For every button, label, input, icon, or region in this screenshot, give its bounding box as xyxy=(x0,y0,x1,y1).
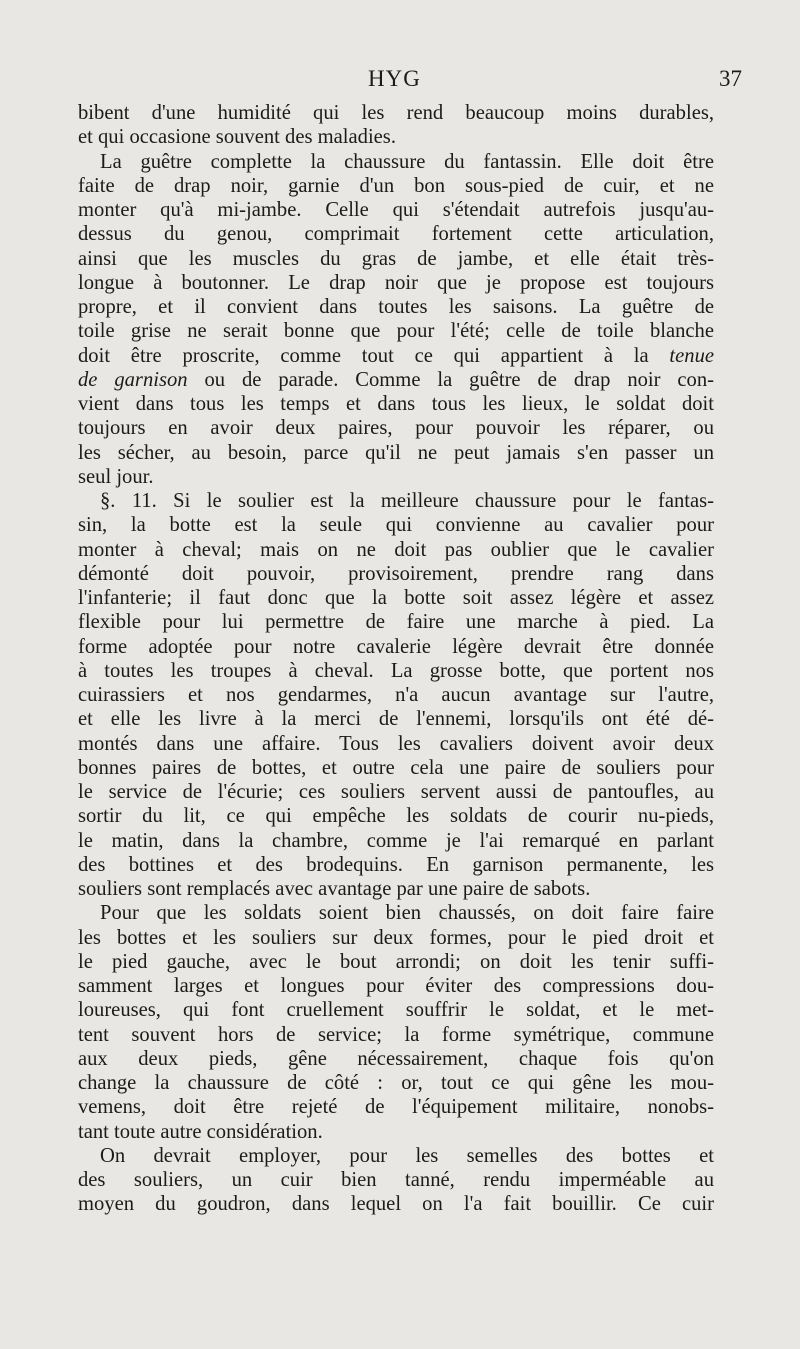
line-text: et qui occasione souvent des maladies. xyxy=(78,126,396,149)
text-line xyxy=(78,1047,714,1071)
text-line xyxy=(78,198,714,222)
text-line xyxy=(78,1023,714,1047)
line-text: aux deux pieds, gêne nécessairement, chaque fois qu'on xyxy=(78,1047,714,1070)
text-line xyxy=(78,1144,714,1168)
text-line xyxy=(78,1071,714,1095)
body-text xyxy=(78,101,714,1217)
line-text: bibent d'une humidité qui les rend beaucoup moins durables, xyxy=(78,102,714,124)
line-text: démonté doit pouvoir, provisoirement, prendre rang dans xyxy=(78,562,714,585)
text-line xyxy=(78,659,714,683)
line-text: toile grise ne serait bonne que pour l'été; celle de toile blanche xyxy=(78,320,714,343)
line-text: toujours en avoir deux paires, pour pouvoir les réparer, ou xyxy=(78,417,714,440)
italic-phrase: de garnison xyxy=(78,368,188,391)
text-line xyxy=(78,756,714,780)
line-text: ou de parade. Comme la guêtre de drap noir con- xyxy=(204,368,714,391)
line-text: montés dans une affaire. Tous les cavaliers doivent avoir deux xyxy=(78,732,714,755)
line-text: samment larges et longues pour éviter des compressions dou- xyxy=(78,975,714,997)
italic-phrase: tenue xyxy=(669,344,715,367)
text-line xyxy=(78,950,714,974)
text-line xyxy=(78,586,714,610)
text-line xyxy=(78,732,714,756)
text-line xyxy=(78,1168,714,1192)
line-text: des bottines et des brodequins. En garnison permanente, les xyxy=(78,853,714,876)
text-line xyxy=(78,635,714,659)
text-line xyxy=(78,392,714,416)
text-line xyxy=(78,877,714,901)
line-text: doit être proscrite, comme tout ce qui appartient à la xyxy=(78,344,649,367)
text-line xyxy=(78,562,714,586)
page-number: 37 xyxy=(719,66,742,91)
line-text: les sécher, au besoin, parce qu'il ne peut jamais s'en passer un xyxy=(78,441,714,464)
line-text: Pour que les soldats soient bien chaussés, on doit faire faire xyxy=(100,902,714,925)
text-line xyxy=(78,101,714,125)
line-text: seul jour. xyxy=(78,465,154,488)
text-line xyxy=(78,974,714,998)
line-text: propre, et il convient dans toutes les saisons. La guêtre de xyxy=(78,296,714,318)
text-line xyxy=(78,853,714,877)
line-text: des souliers, un cuir bien tanné, rendu imperméable au xyxy=(78,1169,714,1191)
text-line xyxy=(78,441,714,465)
line-text: vient dans tous les temps et dans tous les lieux, le soldat doit xyxy=(78,393,714,415)
text-line xyxy=(78,174,714,198)
text-line xyxy=(78,150,714,174)
text-line xyxy=(78,683,714,707)
line-text: monter à cheval; mais on ne doit pas oublier que le cavalier xyxy=(78,538,714,561)
line-text: On devrait employer, pour les semelles des bottes et xyxy=(100,1144,714,1167)
text-line xyxy=(78,901,714,925)
text-line xyxy=(78,610,714,634)
text-line xyxy=(78,513,714,537)
line-text: le matin, dans la chambre, comme je l'ai remarqué en parlant xyxy=(78,829,714,852)
line-text: forme adoptée pour notre cavalerie légère devrait être donnée xyxy=(78,635,714,658)
line-text: La guêtre complette la chaussure du fantassin. Elle doit être xyxy=(100,150,714,173)
line-text: sortir du lit, ce qui empêche les soldats de courir nu-pieds, xyxy=(78,805,714,828)
text-line xyxy=(78,538,714,562)
text-line xyxy=(78,998,714,1022)
text-line xyxy=(78,344,714,368)
text-line xyxy=(78,247,714,271)
line-text: souliers sont remplacés avec avantage par une paire de sabots. xyxy=(78,878,591,900)
text-line xyxy=(78,295,714,319)
text-line xyxy=(78,271,714,295)
line-text: tent souvent hors de service; la forme symétrique, commune xyxy=(78,1023,714,1046)
line-text: loureuses, qui font cruellement souffrir le soldat, et le met- xyxy=(78,999,714,1022)
text-line xyxy=(78,804,714,828)
line-text: change la chaussure de côté : or, tout ce qui gêne les mou- xyxy=(78,1072,714,1094)
line-text: les bottes et les souliers sur deux formes, pour le pied droit et xyxy=(78,926,714,949)
text-line xyxy=(78,829,714,853)
line-text: dessus du genou, comprimait fortement cette articulation, xyxy=(78,223,714,246)
page-header xyxy=(78,66,762,100)
line-text: bonnes paires de bottes, et outre cela une paire de souliers pour xyxy=(78,756,714,779)
text-line xyxy=(78,707,714,731)
line-text: monter qu'à mi-jambe. Celle qui s'étendait autrefois jusqu'au- xyxy=(78,199,714,221)
text-line xyxy=(78,1120,714,1144)
line-text: tant toute autre considération. xyxy=(78,1120,323,1143)
line-text: l'infanterie; il faut donc que la botte soit assez légère et assez xyxy=(78,587,714,609)
text-line xyxy=(78,780,714,804)
line-text: ainsi que les muscles du gras de jambe, et elle était très- xyxy=(78,247,714,270)
line-text: cuirassiers et nos gendarmes, n'a aucun avantage sur l'autre, xyxy=(78,684,714,706)
text-line xyxy=(78,1095,714,1119)
line-text: et elle les livre à la merci de l'ennemi, lorsqu'ils ont été dé- xyxy=(78,708,714,731)
line-text: longue à boutonner. Le drap noir que je propose est toujours xyxy=(78,271,714,294)
line-text: moyen du goudron, dans lequel on l'a fait bouillir. Ce cuir xyxy=(78,1193,714,1216)
text-line xyxy=(78,465,714,489)
line-text: le service de l'écurie; ces souliers servent aussi de pantoufles, au xyxy=(78,781,714,803)
text-line xyxy=(78,416,714,440)
line-text: sin, la botte est la seule qui convienne au cavalier pour xyxy=(78,514,714,537)
line-text: flexible pour lui permettre de faire une marche à pied. La xyxy=(78,611,714,634)
line-text: à toutes les troupes à cheval. La grosse botte, que portent nos xyxy=(78,659,714,682)
text-line xyxy=(78,1192,714,1216)
line-text: vemens, doit être rejeté de l'équipement militaire, nonobs- xyxy=(78,1096,714,1119)
line-text: §. 11. Si le soulier est la meilleure chaussure pour le fantas- xyxy=(100,490,714,512)
text-line xyxy=(78,368,714,392)
text-line xyxy=(78,319,714,343)
text-line xyxy=(78,222,714,246)
text-line xyxy=(78,125,714,149)
text-line xyxy=(78,489,714,513)
text-line xyxy=(78,926,714,950)
line-text: faite de drap noir, garnie d'un bon sous-pied de cuir, et ne xyxy=(78,174,714,197)
running-head: HYG xyxy=(368,66,421,91)
line-text: le pied gauche, avec le bout arrondi; on doit les tenir suffi- xyxy=(78,950,714,973)
